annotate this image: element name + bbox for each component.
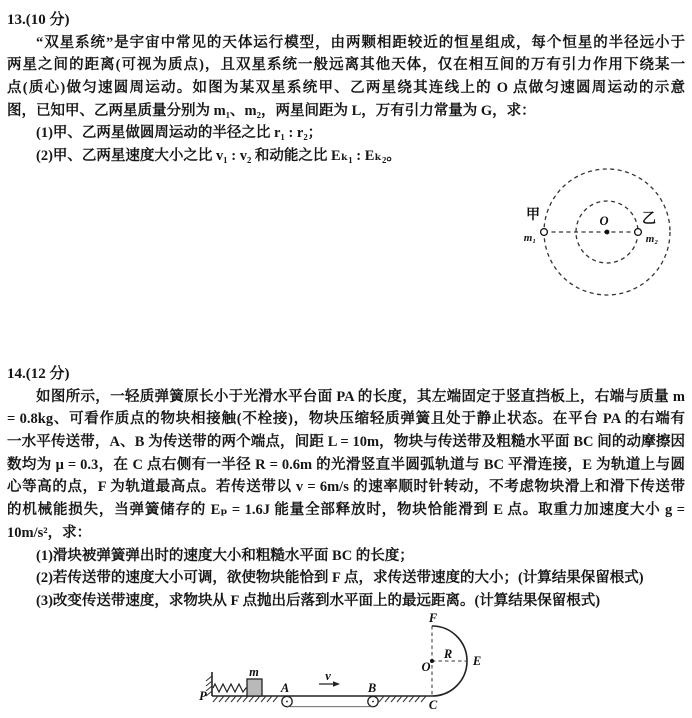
figure-conveyor-track [190, 608, 500, 718]
track-center-dot [430, 659, 434, 663]
problem-14-subquestion-3: (3)改变传送带速度，求物块从 F 点抛出后落到水平面上的最远距离。(计算结果保留根式) [36, 592, 601, 609]
problem-13 [7, 9, 685, 168]
problem-14-line: 心等高的点，F 为轨道最高点。若传送带以 v = 6m/s 的速率顺时针转动，不考虑物块滑上和滑下传送带 [7, 479, 685, 496]
figure-binary-star [520, 163, 682, 305]
track-bottom-label: C [428, 698, 438, 712]
radius-label: R [443, 647, 453, 661]
star1-marker [541, 229, 548, 236]
block [247, 679, 262, 696]
belt-left-label: A [280, 681, 290, 695]
problem-13-line: 点(质心)做匀速圆周运动。如图为某双星系统甲、乙两星绕其连线上的 O 点做匀速圆周运动的示意 [7, 80, 685, 97]
problem-14 [7, 363, 685, 613]
spring-coil [213, 684, 247, 692]
star1-mass-label: m₁ [523, 232, 537, 244]
problem-13-line: 图，已知甲、乙两星质量分别为 m₁、m₂，两星间距为 L，万有引力常量为 G，求： [7, 102, 536, 119]
belt-velocity-arrowhead [333, 681, 340, 687]
track-top-label: F [428, 611, 438, 625]
platform-hatching [213, 696, 278, 702]
track-side-label: E [472, 654, 482, 668]
problem-14-line: 10m/s²，求： [7, 524, 92, 541]
center-point-dot [605, 230, 610, 235]
problem-13-heading: 13.(10 分) [7, 12, 70, 28]
problem-14-line: 如图所示，一轻质弹簧原长小于光滑水平台面 PA 的长度，其左端固定于竖直挡板上，右端与质量 m [36, 388, 685, 405]
star2-marker [635, 229, 642, 236]
problem-14-subquestion-1: (1)滑块被弹簧弹出时的速度大小和粗糙水平面 BC 的长度； [36, 547, 414, 564]
problem-13-line: 两星之间的距离(可视为质点)，且双星系统一般远离其他天体，仅在相互间的万有引力作用下绕某一 [7, 57, 685, 74]
wall-point-label: P [199, 689, 207, 703]
belt-speed-label: v [325, 669, 331, 683]
problem-14-line: 数均为 μ = 0.3，在 C 点右侧有一半径 R = 0.6m 的光滑竖直半圆弧轨道与 BC 平滑连接，E 为轨道上与圆 [7, 456, 685, 473]
center-point-label: O [599, 214, 609, 228]
star2-mass-label: m₂ [645, 233, 659, 245]
belt-roller-right-axle [372, 701, 374, 703]
belt-roller-left-axle [286, 701, 288, 703]
belt-right-label: B [367, 681, 377, 695]
problem-14-line: = 0.8kg、可看作质点的物块相接触(不栓接)，物块压缩轻质弹簧且处于静止状态。在平台 PA 的右端有 [7, 411, 685, 428]
block-mass-label: m [249, 665, 259, 679]
star2-name-label: 乙 [642, 212, 656, 227]
problem-14-line: 一水平传送带，A、B 为传送带的两个端点，间距 L = 10m，物块与传送带及粗糙水平面 BC 间的动摩擦因 [7, 434, 685, 451]
problem-14-heading: 14.(12 分) [7, 366, 70, 382]
problem-13-subquestion-2: (2)甲、乙两星速度大小之比 v₁ : v₂ 和动能之比 Eₖ₁ : Eₖ₂。 [36, 148, 401, 165]
track-center-label: O [421, 660, 431, 674]
problem-13-line: “双星系统”是宇宙中常见的天体运行模型，由两颗相距较近的恒星组成，每个恒星的半径远小于 [36, 34, 685, 51]
problem-13-subquestion-1: (1)甲、乙两星做圆周运动的半径之比 r₁ : r₂； [36, 125, 323, 142]
problem-14-line: 的机械能损失，当弹簧储存的 Eₚ = 1.6J 能量全部释放时，物块恰能滑到 E 点。取重力加速度大小 g = [7, 502, 685, 519]
semicircle-track [432, 626, 467, 696]
wall-hatching [206, 676, 212, 696]
problem-14-subquestion-2: (2)若传送带的速度大小可调，欲使物块能恰到 F 点，求传送带速度的大小；(计算结果保留根式) [36, 570, 644, 587]
bc-surface-hatching [379, 696, 426, 702]
star1-name-label: 甲 [526, 208, 540, 223]
